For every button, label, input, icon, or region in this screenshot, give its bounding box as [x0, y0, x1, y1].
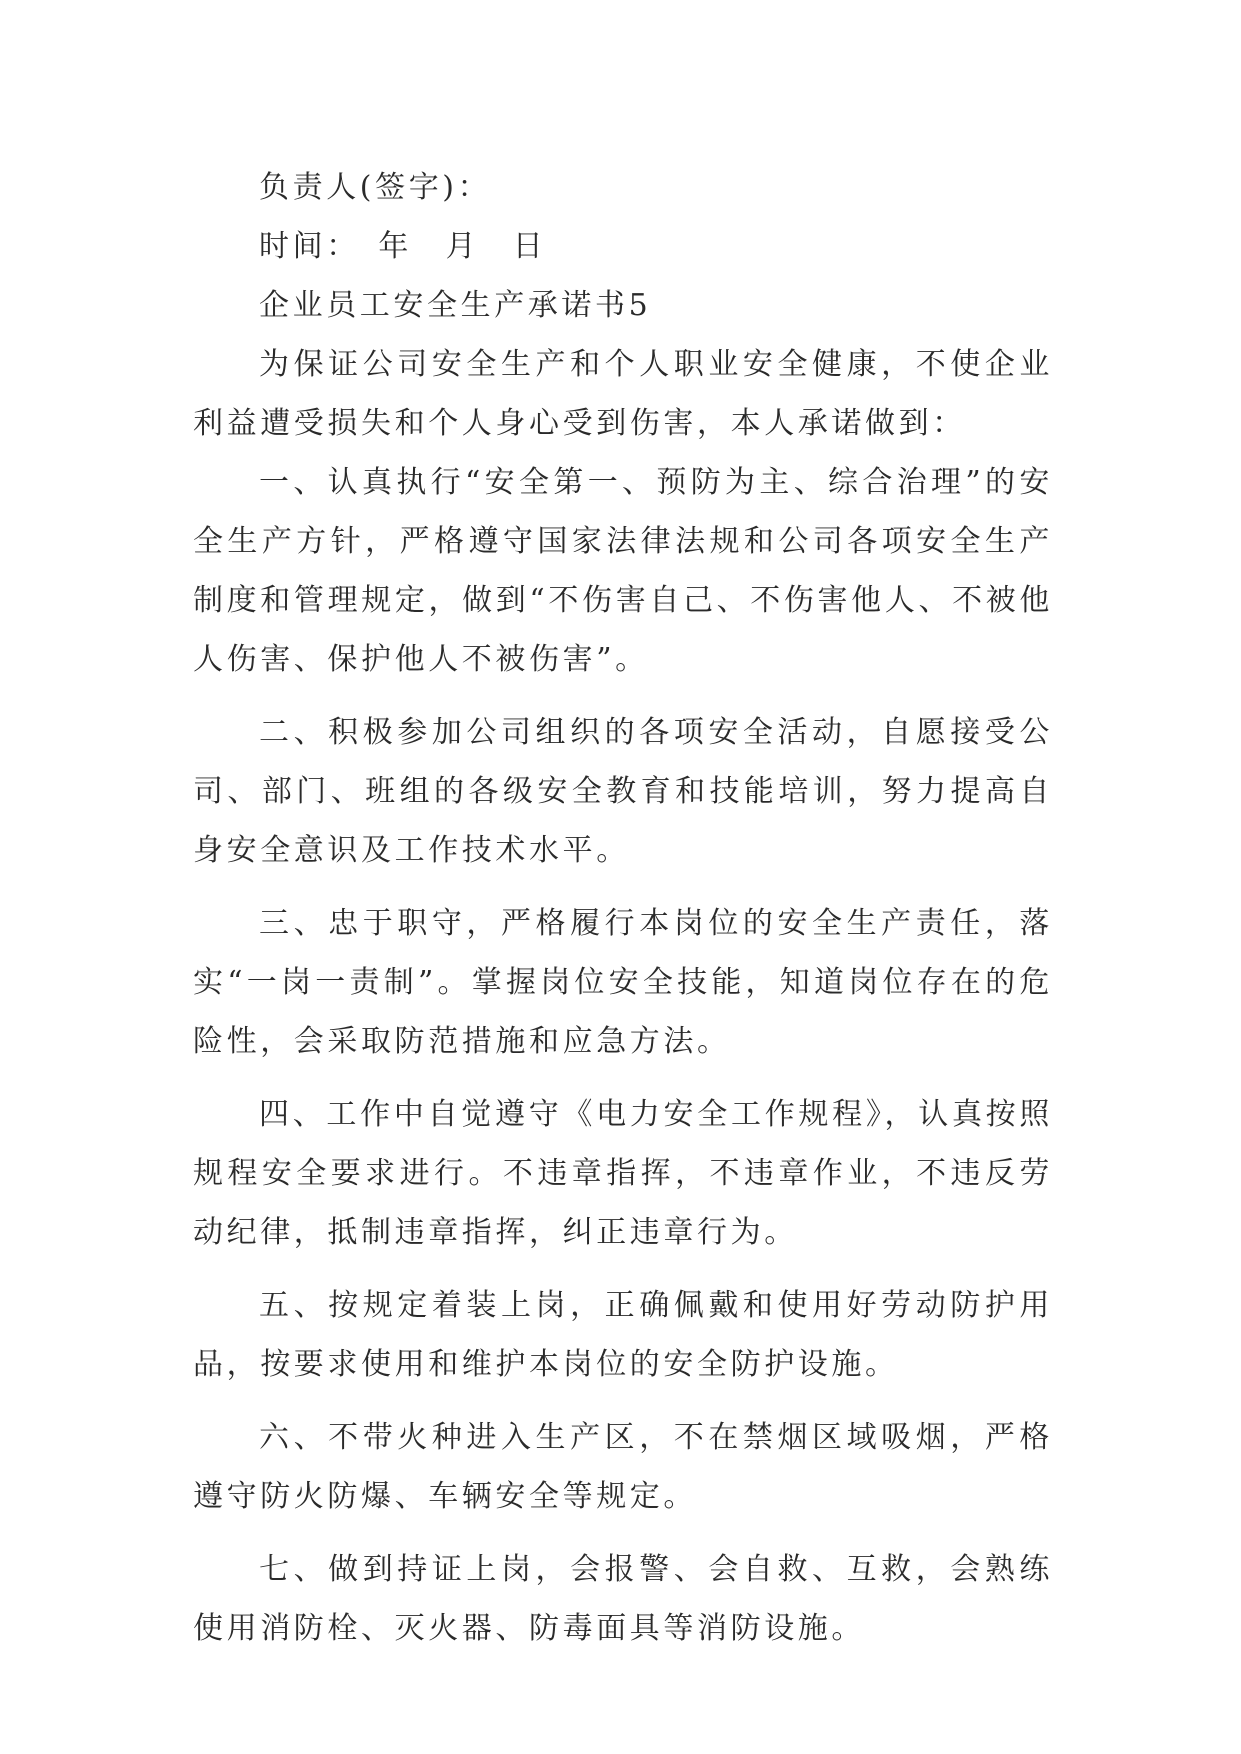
commitment-paragraph-5: 五、按规定着装上岗，正确佩戴和使用好劳动防护用品，按要求使用和维护本岗位的安全防护设施。	[193, 1288, 1053, 1382]
document-body	[193, 158, 1053, 1672]
commitment-paragraph-4: 四、工作中自觉遵守《电力安全工作规程》，认真按照规程安全要求进行。不违章指挥，不违章作业，不违反劳动纪律，抵制违章指挥，纠正违章行为。	[193, 1097, 1053, 1250]
intro-paragraph: 为保证公司安全生产和个人职业安全健康，不使企业利益遭受损失和个人身心受到伤害，本人承诺做到：	[193, 347, 1053, 441]
signature-line: 负责人(签字)：	[259, 170, 492, 205]
commitment-paragraph-6: 六、不带火种进入生产区，不在禁烟区域吸烟，严格遵守防火防爆、车辆安全等规定。	[193, 1420, 1053, 1514]
date-line: 时间： 年 月 日	[259, 229, 547, 264]
document-title: 企业员工安全生产承诺书5	[259, 288, 652, 323]
commitment-paragraph-3: 三、忠于职守，严格履行本岗位的安全生产责任，落实“一岗一责制”。掌握岗位安全技能，知道岗位存在的危险性，会采取防范措施和应急方法。	[193, 906, 1053, 1059]
commitment-paragraph-2: 二、积极参加公司组织的各项安全活动，自愿接受公司、部门、班组的各级安全教育和技能培训，努力提高自身安全意识及工作技术水平。	[193, 715, 1053, 868]
commitment-paragraph-1: 一、认真执行“安全第一、预防为主、综合治理”的安全生产方针，严格遵守国家法律法规和公司各项安全生产制度和管理规定，做到“不伤害自己、不伤害他人、不被他人伤害、保护他人不被伤害”。	[193, 465, 1053, 677]
commitment-paragraph-7: 七、做到持证上岗，会报警、会自救、互救，会熟练使用消防栓、灭火器、防毒面具等消防设施。	[193, 1552, 1053, 1646]
